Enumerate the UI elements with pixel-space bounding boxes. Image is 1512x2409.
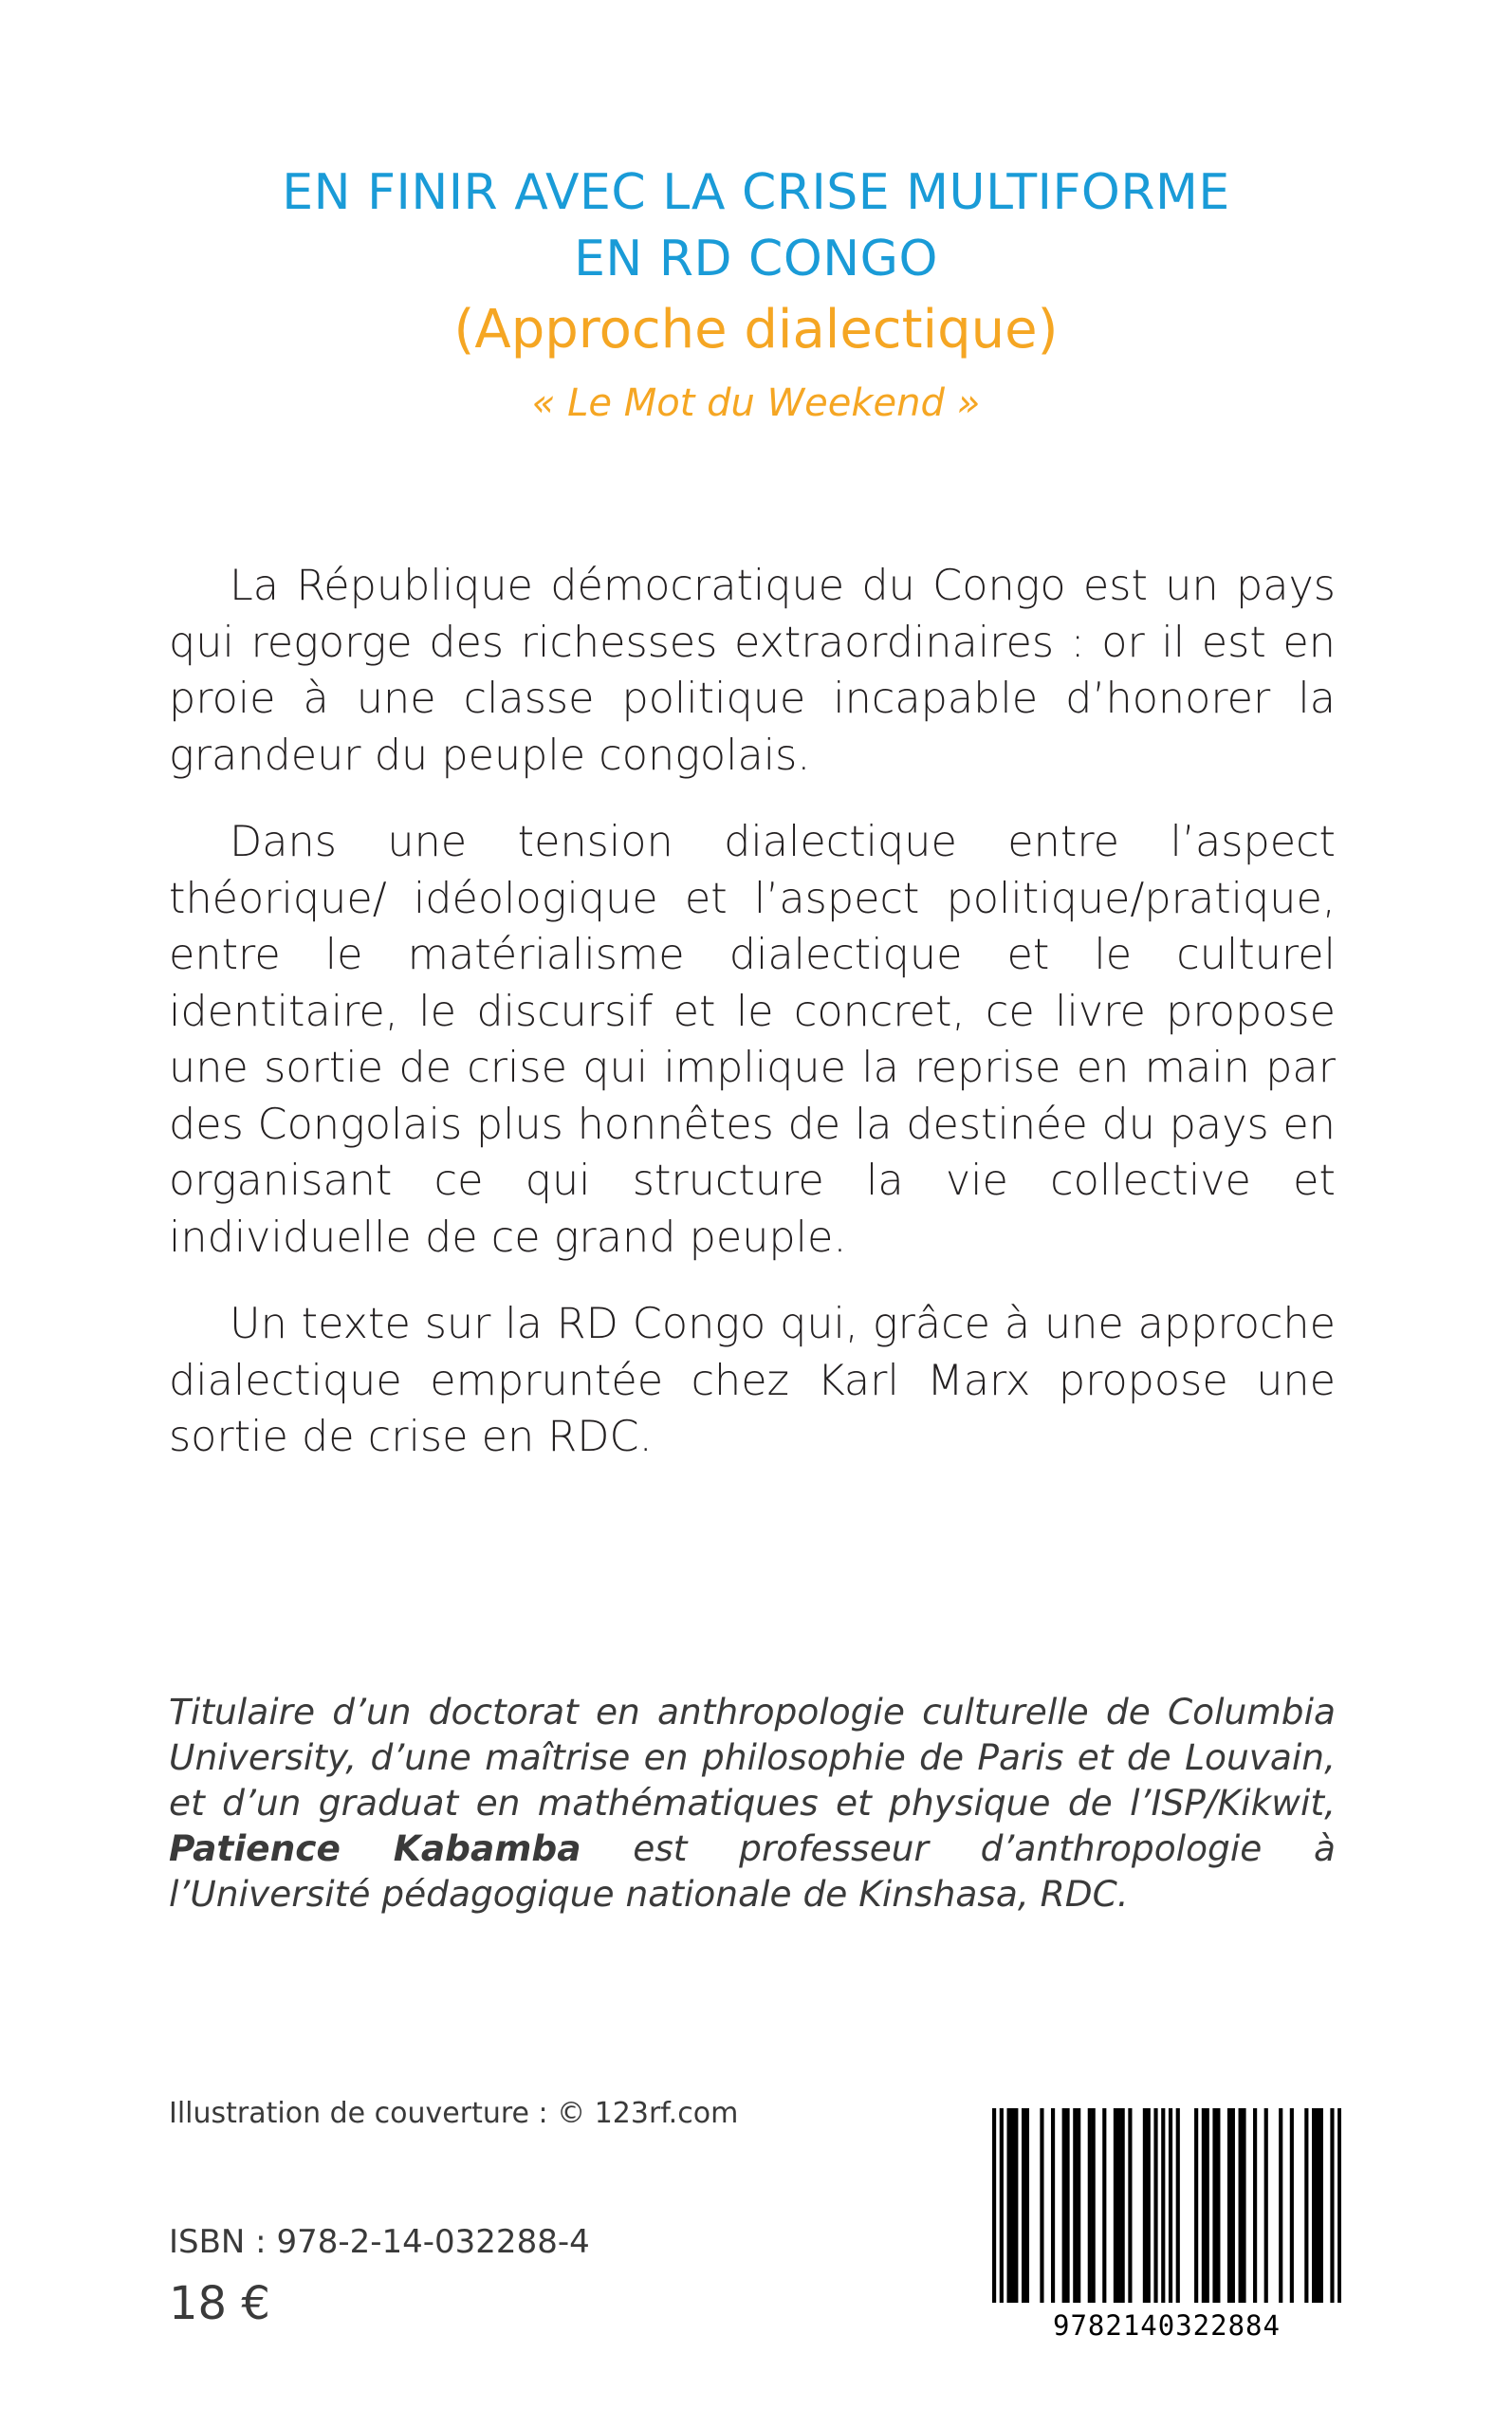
barcode-bar: [1316, 2108, 1319, 2303]
barcode-bar: [1330, 2108, 1334, 2303]
barcode-bar: [1147, 2108, 1151, 2303]
barcode-bar: [1102, 2108, 1106, 2303]
barcode-bar: [1143, 2108, 1147, 2303]
summary-text: [169, 558, 1336, 1496]
book-subtitle: (Approche dialectique): [453, 299, 1059, 361]
illustration-credit: Illustration de couverture : © 123rf.com: [169, 2097, 739, 2130]
author-bio-intro: Titulaire d’un doctorat en anthropologie culturelle de Columbia University, d’une maîtrise en philosophie de Paris et de Louvain, et d’un graduat en mathématiques et physique de l’ISP/Kikwit,: [169, 1691, 1336, 1824]
barcode-bar: [1051, 2108, 1055, 2303]
barcode-bar: [1025, 2108, 1029, 2303]
summary-paragraph: Dans une tension dialectique entre l’aspect théorique/ idéologique et l’aspect politique/pratique, entre le matérialisme dialectique et le culturel identitaire, le discursif et le concret, ce livre propose une sortie de crise qui implique la reprise en main par des Congolais plus honnêtes de la destinée du pays en organisant ce qui structure la vie collective et individuelle de ce grand peuple.: [169, 818, 1336, 1262]
book-title-line-2: EN RD CONGO: [574, 231, 938, 287]
barcode-bar: [1312, 2108, 1316, 2303]
barcode-bar: [1088, 2108, 1092, 2303]
barcode-bar: [1216, 2108, 1220, 2303]
barcode: [992, 2108, 1341, 2345]
isbn: ISBN : 978-2-14-032288-4: [169, 2223, 590, 2261]
series-name: « Le Mot du Weekend »: [531, 381, 981, 425]
barcode-bar: [1264, 2108, 1268, 2303]
barcode-bar: [1114, 2108, 1117, 2303]
barcode-bar: [1117, 2108, 1121, 2303]
author-bio: [169, 1689, 1336, 1917]
barcode-bar: [1077, 2108, 1080, 2303]
barcode-bars: [992, 2108, 1341, 2307]
barcode-bar: [1239, 2108, 1243, 2303]
barcode-bar: [1194, 2108, 1198, 2303]
barcode-bar: [1022, 2108, 1025, 2303]
barcode-bar: [1000, 2108, 1004, 2303]
barcode-bar: [1010, 2108, 1014, 2303]
barcode-bar: [1014, 2108, 1018, 2303]
barcode-bar: [1227, 2108, 1231, 2303]
barcode-bar: [1202, 2108, 1206, 2303]
barcode-bar: [1121, 2108, 1125, 2303]
barcode-bar: [1279, 2108, 1282, 2303]
barcode-bar: [1006, 2108, 1010, 2303]
barcode-bar: [1304, 2108, 1308, 2303]
barcode-bar: [992, 2108, 996, 2303]
barcode-bar: [1040, 2108, 1043, 2303]
barcode-bar: [1153, 2108, 1157, 2303]
barcode-bar: [1161, 2108, 1165, 2303]
barcode-bar: [1176, 2108, 1180, 2303]
barcode-bar: [1231, 2108, 1235, 2303]
barcode-bar: [1169, 2108, 1172, 2303]
barcode-bar: [1290, 2108, 1294, 2303]
barcode-bar: [1128, 2108, 1132, 2303]
barcode-number: 9782140322884: [1053, 2309, 1281, 2342]
price: 18 €: [169, 2277, 270, 2330]
author-name: Patience Kabamba: [169, 1827, 581, 1869]
book-title-line-1: EN FINIR AVEC LA CRISE MULTIFORME: [282, 164, 1230, 221]
barcode-bar: [1319, 2108, 1323, 2303]
author-bio-role: est professeur d’anthropologie à l’Université pédagogique nationale de Kinshasa, RDC.: [169, 1827, 1336, 1915]
summary-paragraph: La République démocratique du Congo est un pays qui regorge des richesses extraordinaires : or il est en proie à une classe politique incapable d’honorer la grandeur du peuple congolais.: [169, 562, 1336, 780]
barcode-bar: [1212, 2108, 1216, 2303]
book-title: [0, 159, 1512, 292]
barcode-bar: [1073, 2108, 1077, 2303]
barcode-bar: [1253, 2108, 1257, 2303]
barcode-bar: [1242, 2108, 1245, 2303]
barcode-bar: [1337, 2108, 1341, 2303]
barcode-bar: [1206, 2108, 1209, 2303]
barcode-bar: [1092, 2108, 1096, 2303]
barcode-bar: [1065, 2108, 1069, 2303]
barcode-bar: [1062, 2108, 1066, 2303]
summary-paragraph: Un texte sur la RD Congo qui, grâce à une approche dialectique empruntée chez Karl Marx propose une sortie de crise en RDC.: [169, 1300, 1336, 1461]
